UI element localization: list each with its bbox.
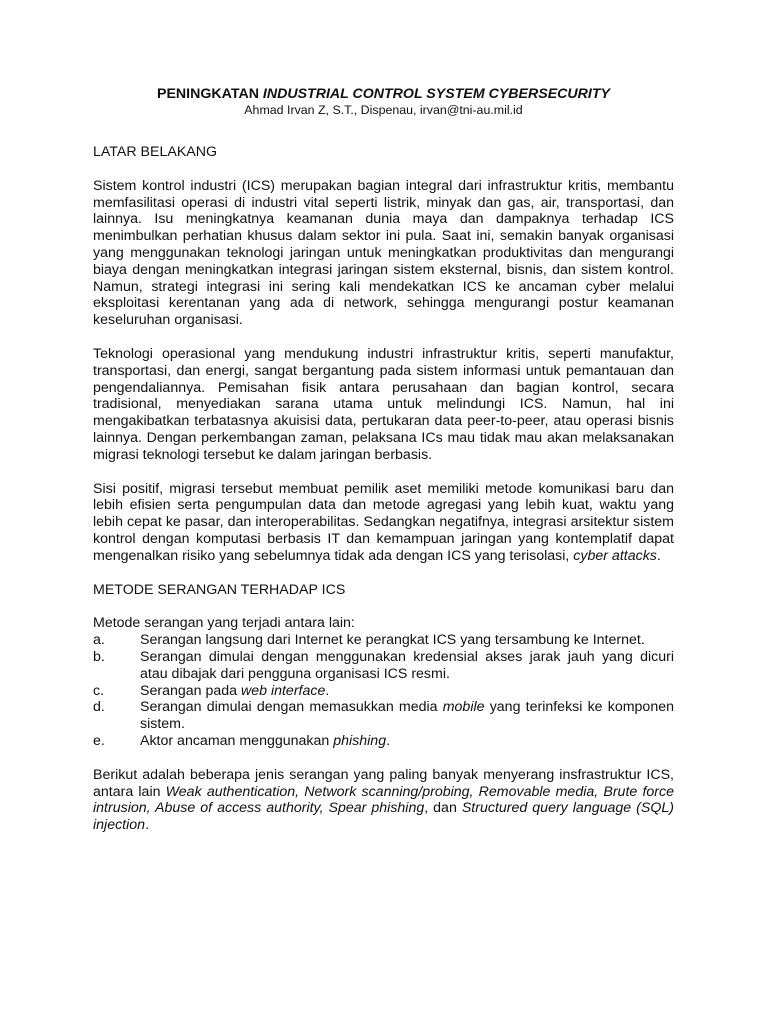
list-item-text: Serangan langsung dari Internet ke perangkat ICS yang tersambung ke Internet. bbox=[140, 632, 645, 649]
list-item-end: . bbox=[386, 732, 391, 749]
section-heading-metode-serangan: METODE SERANGAN TERHADAP ICS bbox=[93, 581, 346, 598]
list-item-italic: mobile bbox=[442, 699, 485, 716]
list-item-end: yang terinfeksi ke komponen sistem. bbox=[140, 699, 674, 733]
closing-end: . bbox=[145, 817, 150, 834]
title-block bbox=[93, 86, 674, 117]
list-marker: c. bbox=[93, 682, 105, 699]
list-item-italic: phishing bbox=[333, 732, 387, 749]
list-item bbox=[93, 649, 674, 683]
document-title bbox=[93, 86, 674, 103]
list-item-text bbox=[140, 683, 674, 700]
paragraph-3 bbox=[93, 481, 674, 565]
list-item bbox=[93, 699, 674, 733]
list-marker: a. bbox=[93, 632, 105, 649]
closing-italic: Weak authentication, Network scanning/probing, Removable media, Brute force intrusion, Abuse of access authority, Spear phishing bbox=[93, 783, 674, 817]
author-line: Ahmad Irvan Z, S.T., Dispenau, irvan@tni-au.mil.id bbox=[244, 103, 523, 117]
list-item-end: . bbox=[325, 682, 330, 699]
paragraph-3-italic: cyber attacks bbox=[573, 547, 657, 564]
closing-italic-2: Structured query language (SQL) injection bbox=[93, 800, 674, 834]
list-item bbox=[93, 683, 674, 700]
list-intro: Metode serangan yang terjadi antara lain: bbox=[93, 615, 355, 632]
document-page bbox=[93, 86, 674, 851]
list-item-plain: Serangan pada bbox=[140, 682, 241, 699]
closing-paragraph bbox=[93, 767, 674, 834]
list-item-text bbox=[140, 699, 674, 733]
list-item bbox=[93, 632, 674, 649]
closing-plain: Berikut adalah beberapa jenis serangan yang paling banyak menyerang insfrastruktur ICS, antara lain bbox=[93, 766, 674, 800]
paragraph-1: Sistem kontrol industri (ICS) merupakan bagian integral dari infrastruktur kritis, membantu memfasilitasi operasi di industri vital seperti listrik, minyak dan gas, air, transportasi, dan lainnya. Isu meningkatnya keamanan dunia maya dan dampaknya terhadap ICS menimbulkan perhatian khusus dalam sektor ini pula. Saat ini, semakin banyak organisasi yang menggunakan teknologi jaringan untuk meningkatkan produktivitas dan mengurangi biaya dengan meningkatkan integrasi jaringan sistem eksternal, bisnis, dan sistem kontrol. Namun, strategi integrasi ini sering kali mendekatkan ICS ke ancaman cyber melalui eksploitasi kerentanan yang ada di network, sehingga mengurangi postur keamanan keseluruhan organisasi. bbox=[93, 177, 674, 329]
list-marker: b. bbox=[93, 648, 105, 665]
closing-mid: , dan bbox=[424, 800, 462, 817]
title-plain: PENINGKATAN bbox=[157, 86, 263, 102]
list-item bbox=[93, 733, 674, 750]
list-item-italic: web interface bbox=[240, 682, 326, 699]
list-item-text bbox=[140, 733, 674, 750]
paragraph-3-text: Sisi positif, migrasi tersebut membuat pemilik aset memiliki metode komunikasi baru dan lebih efisien serta pengumpulan data dan metode agregasi yang lebih kuat, waktu yang lebih cepat ke pasar, dan interoperabilitas. Sedangkan negatifnya, integrasi arsitektur sistem kontrol dengan komputasi berbasis IT dan kemampuan jaringan yang kontemplatif dapat mengenalkan risiko yang sebelumnya tidak ada dengan ICS yang terisolasi, bbox=[93, 480, 674, 564]
section-heading-latar-belakang: LATAR BELAKANG bbox=[93, 144, 218, 160]
list-marker: e. bbox=[93, 732, 105, 749]
list-item-plain: Serangan dimulai dengan memasukkan media bbox=[140, 699, 443, 716]
title-italic: INDUSTRIAL CONTROL SYSTEM CYBERSECURITY bbox=[262, 86, 610, 102]
paragraph-2: Teknologi operasional yang mendukung industri infrastruktur kritis, seperti manufaktur, transportasi, dan energi, sangat bergantung pada sistem informasi untuk pemantauan dan pengendaliannya. Pemisahan fisik antara perusahaan dan bagian kontrol, secara tradisional, menyediakan sarana utama untuk melindungi ICS. Namun, hal ini mengakibatkan terbatasnya akuisisi data, pertukaran data peer-to-peer, atau operasi bisnis lainnya. Dengan perkembangan zaman, pelaksana ICs mau tidak mau akan melaksanakan migrasi teknologi tersebut ke dalam jaringan berbasis. bbox=[93, 345, 674, 463]
list-item-plain: Aktor ancaman menggunakan bbox=[140, 732, 334, 749]
paragraph-3-end: . bbox=[656, 547, 661, 564]
list-marker: d. bbox=[93, 699, 105, 716]
list-item-text: Serangan dimulai dengan menggunakan kredensial akses jarak jauh yang dicuri atau dibajak dari pengguna organisasi ICS resmi. bbox=[140, 648, 674, 682]
